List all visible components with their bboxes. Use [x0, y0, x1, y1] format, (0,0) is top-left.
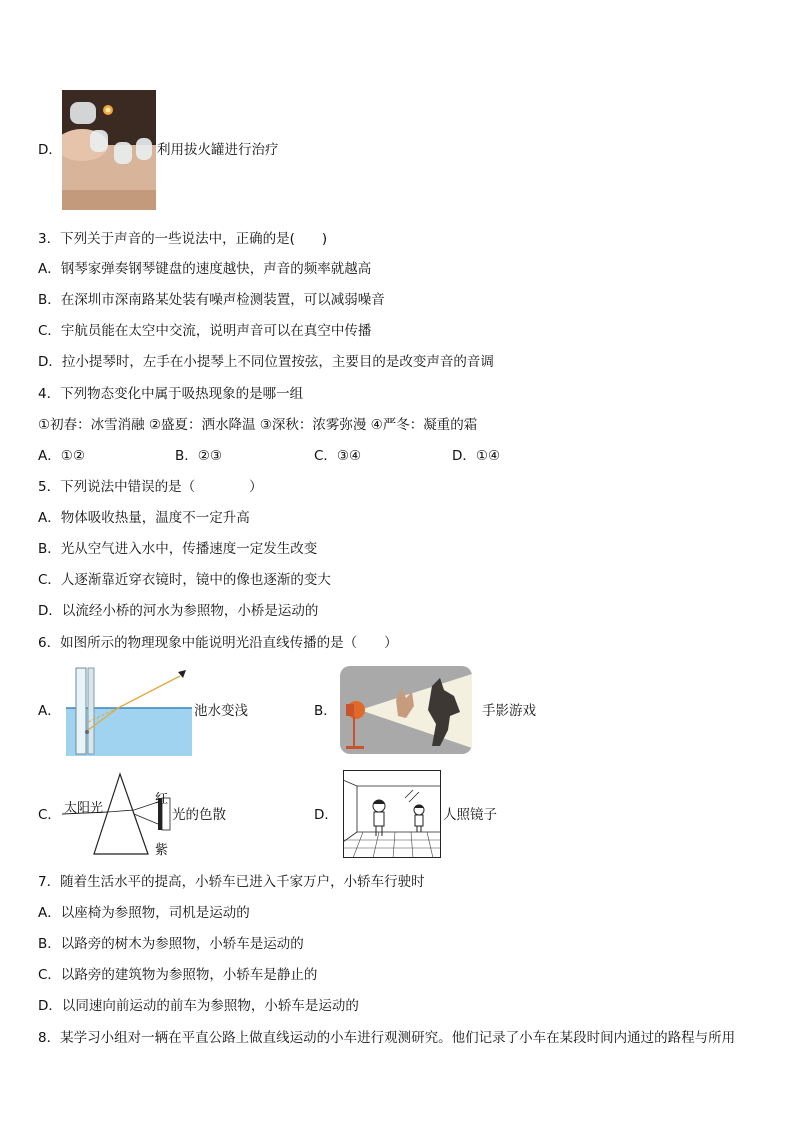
- q6-option-a-letter[interactable]: A．: [38, 703, 61, 719]
- q5-option-a[interactable]: A．物体吸收热量，温度不一定升高: [38, 510, 250, 526]
- q6-c-sunlight-label: 太阳光: [64, 801, 104, 816]
- q5-option-c[interactable]: C．人逐渐靠近穿衣镜时，镜中的像也逐渐的变大: [38, 572, 331, 588]
- q7-option-c[interactable]: C．以路旁的建筑物为参照物，小轿车是静止的: [38, 967, 318, 983]
- q6-option-b-letter[interactable]: B．: [314, 703, 337, 719]
- q4-option-b[interactable]: B．②③: [175, 448, 222, 464]
- q7-option-b[interactable]: B．以路旁的树木为参照物，小轿车是运动的: [38, 936, 304, 952]
- q4-items: ①初春：冰雪消融 ②盛夏：洒水降温 ③深秋：浓雾弥漫 ④严冬：凝重的霜: [38, 417, 478, 433]
- q3-stem: 3．下列关于声音的一些说法中，正确的是( ): [38, 231, 328, 247]
- q3-option-d[interactable]: D．拉小提琴时，左手在小提琴上不同位置按弦，主要目的是改变声音的音调: [38, 354, 494, 370]
- q5-option-b[interactable]: B．光从空气进入水中，传播速度一定发生改变: [38, 541, 318, 557]
- cupping-therapy-image: [62, 90, 156, 210]
- q6-option-d-letter[interactable]: D．: [314, 807, 338, 823]
- q3-option-a[interactable]: A．钢琴家弹奏钢琴键盘的速度越快，声音的频率就越高: [38, 261, 372, 277]
- q6-option-b-caption: 手影游戏: [482, 703, 536, 719]
- q8-stem: 8．某学习小组对一辆在平直公路上做直线运动的小车进行观测研究。他们记录了小车在某段时间内通过的路程与所用: [38, 1030, 736, 1046]
- q3-option-c[interactable]: C．宇航员能在太空中交流，说明声音可以在真空中传播: [38, 323, 372, 339]
- q2-option-d-caption: 利用拔火罐进行治疗: [157, 142, 279, 158]
- q7-option-a[interactable]: A．以座椅为参照物，司机是运动的: [38, 905, 250, 921]
- q4-stem: 4．下列物态变化中属于吸热现象的是哪一组: [38, 386, 304, 402]
- q6-option-c-caption: 光的色散: [172, 807, 226, 823]
- q6-stem: 6．如图所示的物理现象中能说明光沿直线传播的是（ ）: [38, 635, 398, 651]
- pool-depth-figure: [66, 664, 192, 756]
- q6-option-a-caption: 池水变浅: [194, 703, 248, 719]
- q4-option-d[interactable]: D．①④: [452, 448, 501, 464]
- q4-option-c[interactable]: C．③④: [314, 448, 362, 464]
- q6-option-d-caption: 人照镜子: [443, 807, 497, 823]
- q3-option-b[interactable]: B．在深圳市深南路某处装有噪声检测装置，可以减弱噪音: [38, 292, 385, 308]
- q6-c-red-label: 红: [155, 792, 169, 807]
- q5-option-d[interactable]: D．以流经小桥的河水为参照物，小桥是运动的: [38, 603, 319, 619]
- q4-option-a[interactable]: A．①②: [38, 448, 85, 464]
- q7-stem: 7．随着生活水平的提高，小轿车已进入千家万户，小轿车行驶时: [38, 874, 425, 890]
- q6-option-c-letter[interactable]: C．: [38, 807, 61, 823]
- hand-shadow-figure: [340, 666, 472, 754]
- q2-option-d-letter: D．: [38, 142, 62, 158]
- q5-stem: 5．下列说法中错误的是（ ）: [38, 479, 263, 495]
- mirror-figure: [343, 770, 441, 858]
- q7-option-d[interactable]: D．以同速向前运动的前车为参照物，小轿车是运动的: [38, 998, 359, 1014]
- q6-c-purple-label: 紫: [155, 843, 169, 858]
